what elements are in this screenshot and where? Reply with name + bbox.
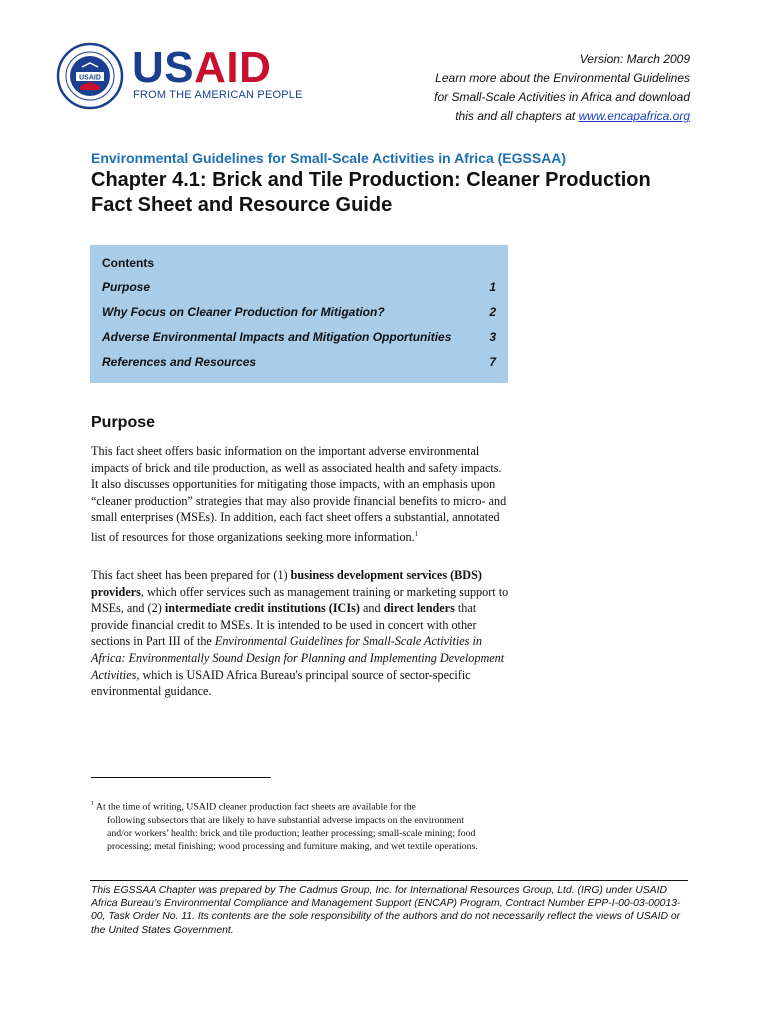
usaid-logo xyxy=(56,42,303,114)
contents-heading: Contents xyxy=(102,256,154,270)
usaid-wordmark: USAID xyxy=(132,43,272,92)
usaid-seal-icon xyxy=(56,42,124,110)
version-note xyxy=(434,50,690,126)
purpose-paragraph-1: This fact sheet offers basic information on the important adverse environmental impacts of brick and tile production, as well as associated health and safety impacts. It also discusses opportunities for mitigating those impacts, with an emphasis upon “cleaner production” strategies that may also provide financial benefits to micro- and small enterprises (MSEs). In addition, each fact sheet offers a substantial, annotated list of resources for those organizations seeking more information.$^1$ xyxy=(91,444,507,545)
learn-line-3: this and all chapters at www.encapafrica.org xyxy=(455,109,690,123)
purpose-heading: Purpose xyxy=(91,414,156,431)
footer-divider xyxy=(90,880,688,881)
footnote-number: 1 xyxy=(91,801,94,807)
footnote xyxy=(91,798,491,854)
purpose-paragraph-2: This fact sheet has been prepared for (1) business development services (BDS) providers, which offer services such as management training or marketing support to MSEs, and (2) intermediate credit institutions (ICIs) and direct lenders that provide financial credit to MSEs. It is intended to be used in concert with other sections in Part III of the Environmental Guidelines for Small-Scale Activities in Africa: Environmentally Sound Design for Planning and Implementing Development Activities, which is USAID Africa Bureau's principal source of sector-specific environmental guidance. xyxy=(91,568,509,699)
toc-item[interactable]: Adverse Environmental Impacts and Mitigation Opportunities 3 xyxy=(102,330,496,344)
seal-text: USAID xyxy=(79,74,101,82)
logo-tagline: FROM THE AMERICAN PEOPLE xyxy=(133,89,303,101)
learn-line-2: for Small-Scale Activities in Africa and download xyxy=(434,90,690,104)
toc-item[interactable]: Why Focus on Cleaner Production for Mitigation? 2 xyxy=(102,305,496,319)
chapter-title: Chapter 4.1: Brick and Tile Production: Cleaner Production Fact Sheet and Resource Guide xyxy=(91,169,651,216)
encap-link[interactable]: www.encapafrica.org xyxy=(578,109,690,123)
footer-disclaimer: This EGSSAA Chapter was prepared by The Cadmus Group, Inc. for International Resources Group, Ltd. (IRG) under USAID Africa Bureau’s Environmental Compliance and Management Support (ENCAP) Program, Contract Number EPP-I-00-03-00013-00, Task Order No. 11. Its contents are the sole responsibility of the authors and do not necessarily reflect the views of USAID or the United States Government. xyxy=(91,885,681,936)
contents-box xyxy=(90,245,508,383)
footnote-ref[interactable]: 1 xyxy=(414,529,419,538)
series-title: Environmental Guidelines for Small-Scale Activities in Africa (EGSSAA) xyxy=(91,150,567,166)
version-line: Version: March 2009 xyxy=(579,52,690,66)
learn-line-1: Learn more about the Environmental Guidelines xyxy=(435,71,690,85)
toc-item[interactable]: Purpose 1 xyxy=(102,280,496,294)
footnote-line-1: At the time of writing, USAID cleaner production fact sheets are available for the xyxy=(95,801,416,813)
footnote-divider xyxy=(91,777,271,778)
toc-item[interactable]: References and Resources 7 xyxy=(102,355,496,369)
footnote-rest: following subsectors that are likely to have substantial adverse impacts on the environment and/or workers’ health: brick and tile production; leather processing; small-scale mining; food processing; metal finishing; wood processing and furniture making, and wet textile operations. xyxy=(107,814,478,853)
